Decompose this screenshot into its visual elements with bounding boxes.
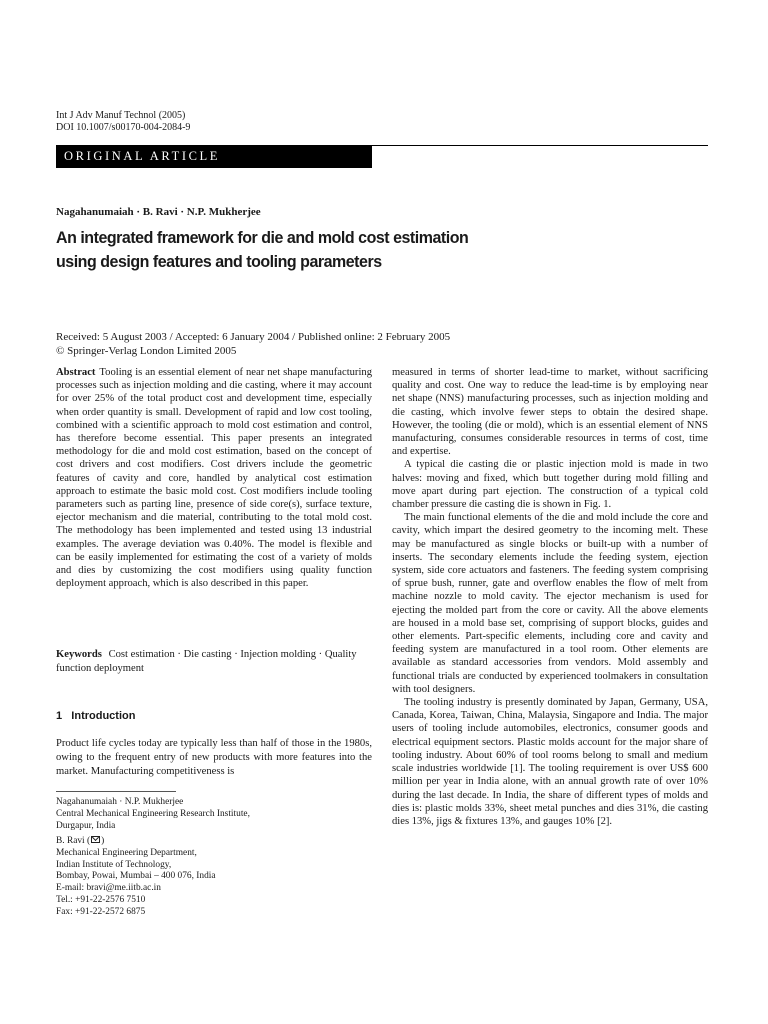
affiliation-1-city: Durgapur, India: [56, 820, 116, 831]
envelope-icon: [91, 836, 100, 843]
title-line-1: An integrated framework for die and mold cost estimation: [56, 228, 469, 247]
paper-title: [56, 226, 639, 274]
keywords-label: Keywords: [56, 649, 102, 660]
copyright-line: © Springer-Verlag London Limited 2005: [56, 345, 237, 357]
affiliation-2-tel: Tel.: +91-22-2576 7510: [56, 894, 146, 905]
author-list: Nagahanumaiah · B. Ravi · N.P. Mukherjee: [56, 206, 261, 218]
section-number: 1: [56, 710, 63, 722]
paragraph: The main functional elements of the die and mold include the core and cavity, which impart the desired geometry to the incoming melt. These may be manufactured as single blocks or built-up with a number of inserts. The secondary elements include the feeding system, ejection system, side core actuators and fasteners. The feeding system comprising of sprue bush, runner, gate and overflow enables the flow of melt from machine nozzle to mold cavity. The ejector mechanism is used for ejecting the molded part from the core or cavity. All the above elements are housed in a mold base set, comprising of support blocks, guides and other elements. Part-specific elements, including core and cavity and feeding system are manufactured in a tool room. Other elements are available as standard accessories from vendors. Mold assembly and functional trials are conducted by experienced toolmakers in consultation with tool designers.: [392, 512, 708, 695]
publication-dates: [56, 330, 450, 358]
abstract-label: Abstract: [56, 367, 96, 378]
abstract-block: [56, 366, 372, 590]
journal-name: Int J Adv Manuf Technol (2005): [56, 110, 186, 121]
keywords-block: [56, 648, 372, 676]
paragraph: A typical die casting die or plastic injection mold is made in two halves: moving and fixed, which butt together during mold filling and move apart during part ejection. The construction of a typical cold chamber pressure die casting die is shown in Fig. 1.: [392, 459, 708, 511]
affiliation-1-names: Nagahanumaiah · N.P. Mukherjee: [56, 797, 184, 807]
affiliation-2-dept: Mechanical Engineering Department,: [56, 847, 197, 858]
affiliation-2-fax: Fax: +91-22-2572 6875: [56, 906, 146, 917]
section-heading: [56, 710, 135, 722]
abstract-text: Tooling is an essential element of near net shape manufacturing processes such as injection molding and die casting, where it may account for over 25% of the total product cost and development time, especially when order quantity is small. Development of rapid and low cost tooling, combined with a scientific approach to mold cost estimation and control, has therefore become essential. This paper presents an integrated methodology for die and mold cost estimation, based on the concept of cost drivers and cost modifiers. Cost drivers include the geometric features of cavity and core, handled by analytical cost estimation approach to estimate the basic mold cost. Cost modifiers include tooling parameters such as parting line, presence of side core(s), surface texture, ejector mechanism and die material, contributing to the total mold cost. The methodology has been implemented and tested using 13 industrial examples. The average deviation was 0.40%. The model is flexible and can be easily implemented for estimating the cost of a variety of molds and dies by customizing the cost modifiers using quality function deployment approach, which is also described in this paper.: [56, 367, 372, 590]
affiliation-2: [56, 836, 372, 919]
affiliation-2-address: Bombay, Powai, Mumbai – 400 076, India: [56, 871, 216, 882]
affiliation-2-name-close: ): [101, 836, 105, 846]
title-line-2: using design features and tooling parameters: [56, 252, 382, 271]
affiliation-2-institute: Indian Institute of Technology,: [56, 859, 172, 870]
affiliation-2-name: B. Ravi (: [56, 836, 91, 846]
dates-line: Received: 5 August 2003 / Accepted: 6 January 2004 / Published online: 2 February 2005: [56, 331, 451, 343]
paragraph: measured in terms of shorter lead-time to market, without sacrificing quality and cost. One way to reduce the lead-time is by employing near net shape (NNS) manufacturing processes, such as injection molding and die casting, which involve fewer steps to obtain the desired shape. However, the tooling (die or mold), which is an essential element of NNS manufacturing, consumes considerable resources in terms of cost, time and expertise.: [392, 367, 708, 458]
banner-rule: [372, 145, 708, 146]
affiliation-2-email[interactable]: E-mail: bravi@me.iitb.ac.in: [56, 883, 161, 894]
doi[interactable]: DOI 10.1007/s00170-004-2084-9: [56, 122, 191, 133]
journal-citation: [56, 110, 190, 134]
keywords-text: Cost estimation · Die casting · Injection molding · Quality function deployment: [56, 649, 357, 674]
affiliation-2-name-line: [56, 836, 372, 848]
affiliation-1: [56, 797, 372, 832]
section-title: Introduction: [71, 710, 136, 722]
paragraph: The tooling industry is presently dominated by Japan, Germany, USA, Canada, Korea, Taiwan, China, Malaysia, Singapore and India. The major users of tooling include automobiles, electronics, consumer goods and electrical equipment sectors. Plastic molds account for the major share of tooling industry. About 60% of tool rooms belong to small and medium scale industries worldwide [1]. The tooling requirement is over US$ 600 million per year in India alone, with an annual growth rate of over 10% during the last decade. In India, the share of different types of molds and dies is: plastic molds 33%, sheet metal punches and dies 31%, die casting dies 13%, jigs & fixtures 13%, and gauges 10% [2].: [392, 697, 708, 827]
footnote-rule: [56, 791, 176, 792]
intro-paragraph: Product life cycles today are typically less than half of those in the 1980s, owing to the frequent entry of new products with more features into the market. Manufacturing competitiveness is: [56, 738, 372, 777]
article-type-banner: ORIGINAL ARTICLE: [56, 145, 372, 168]
affiliation-1-institute: Central Mechanical Engineering Research Institute,: [56, 808, 250, 819]
right-column: [392, 366, 708, 828]
